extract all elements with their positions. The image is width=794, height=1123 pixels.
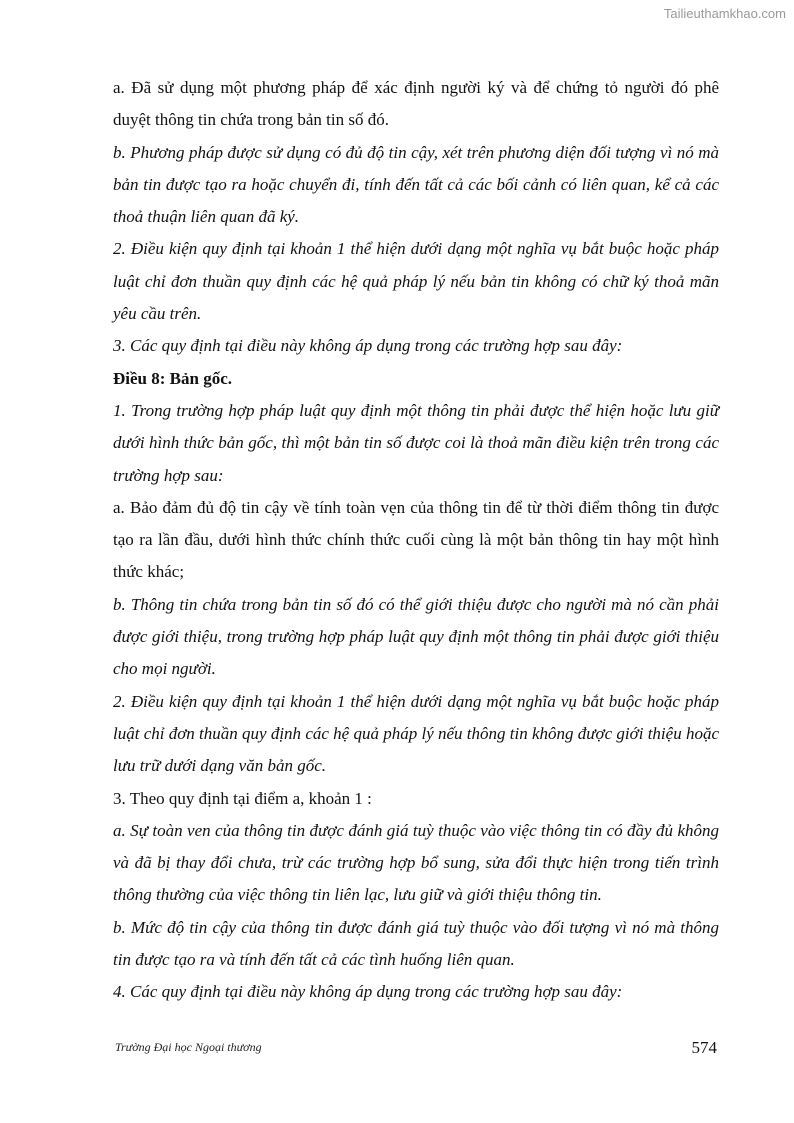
paragraph-1b: b. Phương pháp được sử dụng có đủ độ tin cậy, xét trên phương diện đối tượng vì nó mà bản tin được tạo ra hoặc chuyển đi, tính đến tất cả các bối cảnh có liên quan, kể cả các thoả thuận liên quan đã ký. xyxy=(113,142,719,227)
paragraph-2: 2. Điều kiện quy định tại khoản 1 thể hiện dưới dạng một nghĩa vụ bắt buộc hoặc pháp luật chỉ đơn thuần quy định các hệ quả pháp lý nếu bản tin không có chữ ký thoả mãn yêu cầu trên. xyxy=(113,239,719,324)
paragraph-8-3b: b. Mức độ tin cậy của thông tin được đánh giá tuỳ thuộc vào đối tượng vì nó mà thông tin được tạo ra và tính đến tất cả các tình huống liên quan. xyxy=(113,917,719,970)
watermark: Tailieuthamkhao.com xyxy=(663,6,786,21)
paragraph-8-3: 3. Theo quy định tại điểm a, khoản 1 : xyxy=(113,788,372,808)
paragraph-8-1: 1. Trong trường hợp pháp luật quy định một thông tin phải được thể hiện hoặc lưu giữ dưới hình thức bản gốc, thì một bản tin số được coi là thoả mãn điều kiện trên trong các trường hợp sau: xyxy=(113,400,719,485)
page-number: 574 xyxy=(691,1038,717,1057)
paragraph-8-1a: a. Bảo đảm đủ độ tin cậy về tính toàn vẹn của thông tin để từ thời điểm thông tin được tạo ra lần đầu, dưới hình thức chính thức cuối cùng là một bản thông tin hay một hình thức khác; xyxy=(113,497,719,582)
section-heading: Điều 8: Bản gốc. xyxy=(113,368,232,388)
paragraph-8-4: 4. Các quy định tại điều này không áp dụng trong các trường hợp sau đây: xyxy=(113,982,623,1002)
paragraph-3: 3. Các quy định tại điều này không áp dụng trong các trường hợp sau đây: xyxy=(113,336,623,356)
paragraph-8-1b: b. Thông tin chứa trong bản tin số đó có thể giới thiệu được cho người mà nó cần phải được giới thiệu, trong trường hợp pháp luật quy định một thông tin phải được giới thiệu cho mọi người. xyxy=(113,594,719,679)
footer-institution: Trường Đại học Ngoại thương xyxy=(115,1040,262,1054)
paragraph-8-2: 2. Điều kiện quy định tại khoản 1 thể hiện dưới dạng một nghĩa vụ bắt buộc hoặc pháp luật chỉ đơn thuần quy định các hệ quả pháp lý nếu thông tin không được giới thiệu hoặc lưu trữ dưới dạng văn bản gốc. xyxy=(113,691,719,776)
document-body xyxy=(113,72,719,1009)
paragraph-8-3a: a. Sự toàn ven của thông tin được đánh giá tuỳ thuộc vào việc thông tin có đầy đủ không và đã bị thay đổi chưa, trừ các trường hợp bổ sung, sửa đổi thực hiện trong tiến trình thông thường của việc thông tin liên lạc, lưu giữ và giới thiệu thông tin. xyxy=(113,820,719,905)
paragraph-1a: a. Đã sử dụng một phương pháp để xác định người ký và để chứng tỏ người đó phê duyệt thông tin chứa trong bản tin số đó. xyxy=(113,78,719,130)
